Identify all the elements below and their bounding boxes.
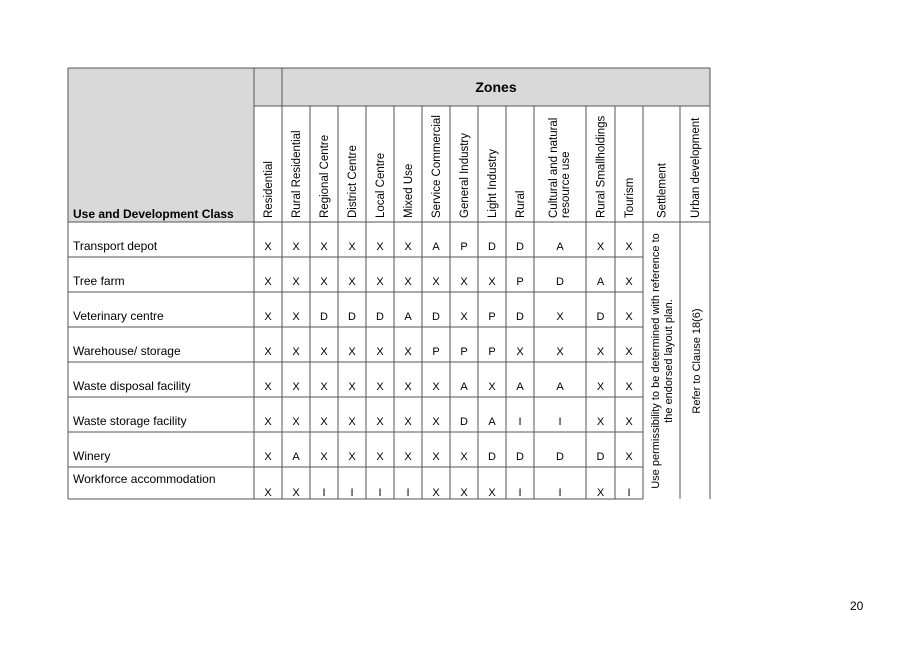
table-cell: P bbox=[460, 241, 468, 253]
column-header-rural-residential: Rural Residential bbox=[291, 130, 303, 218]
table-cell: X bbox=[320, 241, 328, 253]
column-header-settlement: Settlement bbox=[656, 163, 669, 218]
table-cell: X bbox=[376, 241, 384, 253]
column-header-rural-smallholdings: Rural Smallholdings bbox=[595, 115, 608, 218]
row-label: Veterinary centre bbox=[73, 309, 164, 323]
column-header-district-centre: District Centre bbox=[347, 145, 359, 218]
table-cell: X bbox=[264, 451, 272, 463]
table-cell: X bbox=[320, 416, 328, 428]
table-cell: X bbox=[625, 451, 633, 463]
table-cell: X bbox=[292, 346, 300, 358]
column-header-rural: Rural bbox=[515, 190, 527, 218]
table-cell: I bbox=[406, 487, 410, 499]
table-cell: X bbox=[320, 451, 328, 463]
table-cell: X bbox=[376, 276, 384, 288]
zones-title: Zones bbox=[475, 79, 517, 95]
table-cell: X bbox=[376, 381, 384, 393]
table-cell: D bbox=[460, 416, 468, 428]
table-cell: A bbox=[432, 241, 440, 253]
row-label: Workforce accommodation bbox=[73, 472, 216, 486]
row-label: Waste storage facility bbox=[73, 414, 187, 428]
table-cell: X bbox=[320, 381, 328, 393]
table-cell: X bbox=[460, 487, 468, 499]
table-cell: X bbox=[376, 346, 384, 358]
table-cell: X bbox=[556, 346, 564, 358]
page-number: 20 bbox=[850, 599, 864, 613]
table-cell: X bbox=[556, 311, 564, 323]
row-label: Waste disposal facility bbox=[73, 379, 191, 393]
table-cell: X bbox=[348, 451, 356, 463]
table-cell: P bbox=[432, 346, 440, 358]
table-cell: I bbox=[558, 416, 562, 428]
table-cell: X bbox=[432, 381, 440, 393]
table-cell: X bbox=[320, 346, 328, 358]
table-cell: X bbox=[625, 241, 633, 253]
table-cell: D bbox=[376, 311, 384, 323]
table-cell: X bbox=[404, 416, 412, 428]
table-cell: X bbox=[596, 416, 605, 428]
settlement-note-line2: the endorsed layout plan. bbox=[663, 299, 675, 423]
table-cell: X bbox=[596, 346, 605, 358]
table-cell: I bbox=[627, 487, 631, 499]
table-cell: D bbox=[516, 311, 524, 323]
table-cell: X bbox=[404, 276, 412, 288]
table-cell: A bbox=[404, 311, 412, 323]
table-cell: D bbox=[488, 451, 496, 463]
table-cell: X bbox=[404, 346, 412, 358]
table-cell: A bbox=[292, 451, 300, 463]
table-cell: X bbox=[625, 346, 633, 358]
table-cell: D bbox=[320, 311, 328, 323]
table-cell: X bbox=[625, 276, 633, 288]
table-cell: X bbox=[596, 241, 605, 253]
table-cell: X bbox=[264, 276, 272, 288]
table-cell: X bbox=[460, 451, 468, 463]
column-header-local-centre: Local Centre bbox=[375, 152, 387, 218]
class-header: Use and Development Class bbox=[73, 207, 234, 221]
table-cell: I bbox=[350, 487, 354, 499]
table-cell: X bbox=[264, 311, 272, 323]
table-cell: D bbox=[596, 311, 605, 323]
table-cell: X bbox=[292, 416, 300, 428]
table-cell: A bbox=[556, 381, 564, 393]
table-cell: D bbox=[432, 311, 440, 323]
column-header-general-industry: General Industry bbox=[459, 132, 471, 218]
table-cell: X bbox=[348, 276, 356, 288]
row-label: Transport depot bbox=[73, 239, 158, 253]
table-cell: D bbox=[516, 451, 524, 463]
column-header-regional-centre: Regional Centre bbox=[319, 134, 331, 218]
table-cell: X bbox=[264, 381, 272, 393]
table-cell: X bbox=[264, 241, 272, 253]
table-cell: P bbox=[488, 346, 496, 358]
table-cell: I bbox=[322, 487, 326, 499]
table-cell: X bbox=[264, 487, 272, 499]
table-cell: P bbox=[488, 311, 496, 323]
row-label: Warehouse/ storage bbox=[73, 344, 181, 358]
table-cell: X bbox=[376, 451, 384, 463]
table-cell: X bbox=[376, 416, 384, 428]
table-cell: A bbox=[516, 381, 524, 393]
column-header-tourism: Tourism bbox=[624, 177, 636, 218]
table-cell: X bbox=[596, 381, 605, 393]
table-cell: P bbox=[460, 346, 468, 358]
table-cell: X bbox=[264, 346, 272, 358]
table-cell: X bbox=[625, 311, 633, 323]
table-cell: X bbox=[404, 451, 412, 463]
table-cell: D bbox=[596, 451, 605, 463]
table-cell: X bbox=[460, 311, 468, 323]
table-cell: X bbox=[404, 241, 412, 253]
table-cell: I bbox=[378, 487, 382, 499]
urban-note: Refer to Clause 18(6) bbox=[691, 308, 703, 414]
table-cell: X bbox=[432, 487, 440, 499]
table-cell: X bbox=[488, 381, 496, 393]
table-cell: D bbox=[556, 451, 564, 463]
table-cell: X bbox=[596, 487, 605, 499]
table-cell: P bbox=[516, 276, 524, 288]
table-cell: D bbox=[348, 311, 356, 323]
table-cell: D bbox=[516, 241, 524, 253]
table-cell: X bbox=[292, 487, 300, 499]
table-cell: X bbox=[432, 276, 440, 288]
table-cell: I bbox=[518, 416, 522, 428]
column-header-light-industry: Light Industry bbox=[487, 148, 499, 218]
table-cell: I bbox=[518, 487, 522, 499]
column-header-mixed-use: Mixed Use bbox=[403, 163, 415, 218]
table-cell: X bbox=[292, 381, 300, 393]
table-cell: X bbox=[292, 276, 300, 288]
column-header-cultural-and-natural-resource-use-line2: resource use bbox=[560, 151, 572, 218]
column-header-service-commercial: Service Commercial bbox=[431, 115, 443, 218]
column-header-cultural-and-natural-resource-use-line1: Cultural and natural bbox=[548, 117, 560, 218]
table-cell: X bbox=[320, 276, 328, 288]
table-cell: D bbox=[556, 276, 564, 288]
table-cell: X bbox=[516, 346, 524, 358]
row-label: Winery bbox=[73, 449, 111, 463]
table-cell: X bbox=[292, 241, 300, 253]
table-cell: X bbox=[460, 276, 468, 288]
column-header-urban-development: Urban development bbox=[690, 117, 702, 218]
table-cell: X bbox=[488, 276, 496, 288]
table-cell: X bbox=[625, 416, 633, 428]
table-cell: A bbox=[488, 416, 496, 428]
table-cell: X bbox=[348, 416, 356, 428]
table-cell: X bbox=[488, 487, 496, 499]
column-header-residential: Residential bbox=[263, 161, 275, 218]
table-cell: D bbox=[488, 241, 496, 253]
table-cell: X bbox=[348, 241, 356, 253]
table-cell: I bbox=[558, 487, 562, 499]
table-cell: X bbox=[292, 311, 300, 323]
table-cell: A bbox=[556, 241, 564, 253]
row-label: Tree farm bbox=[73, 274, 125, 288]
table-cell: X bbox=[404, 381, 412, 393]
settlement-note-line1: Use permissibility to be determined with reference to bbox=[650, 233, 662, 489]
table-cell: X bbox=[264, 416, 272, 428]
table-cell: A bbox=[596, 276, 605, 288]
table-cell: X bbox=[432, 451, 440, 463]
table-cell: A bbox=[460, 381, 468, 393]
table-cell: X bbox=[348, 346, 356, 358]
table-cell: X bbox=[348, 381, 356, 393]
table-cell: X bbox=[625, 381, 633, 393]
table-cell: X bbox=[432, 416, 440, 428]
